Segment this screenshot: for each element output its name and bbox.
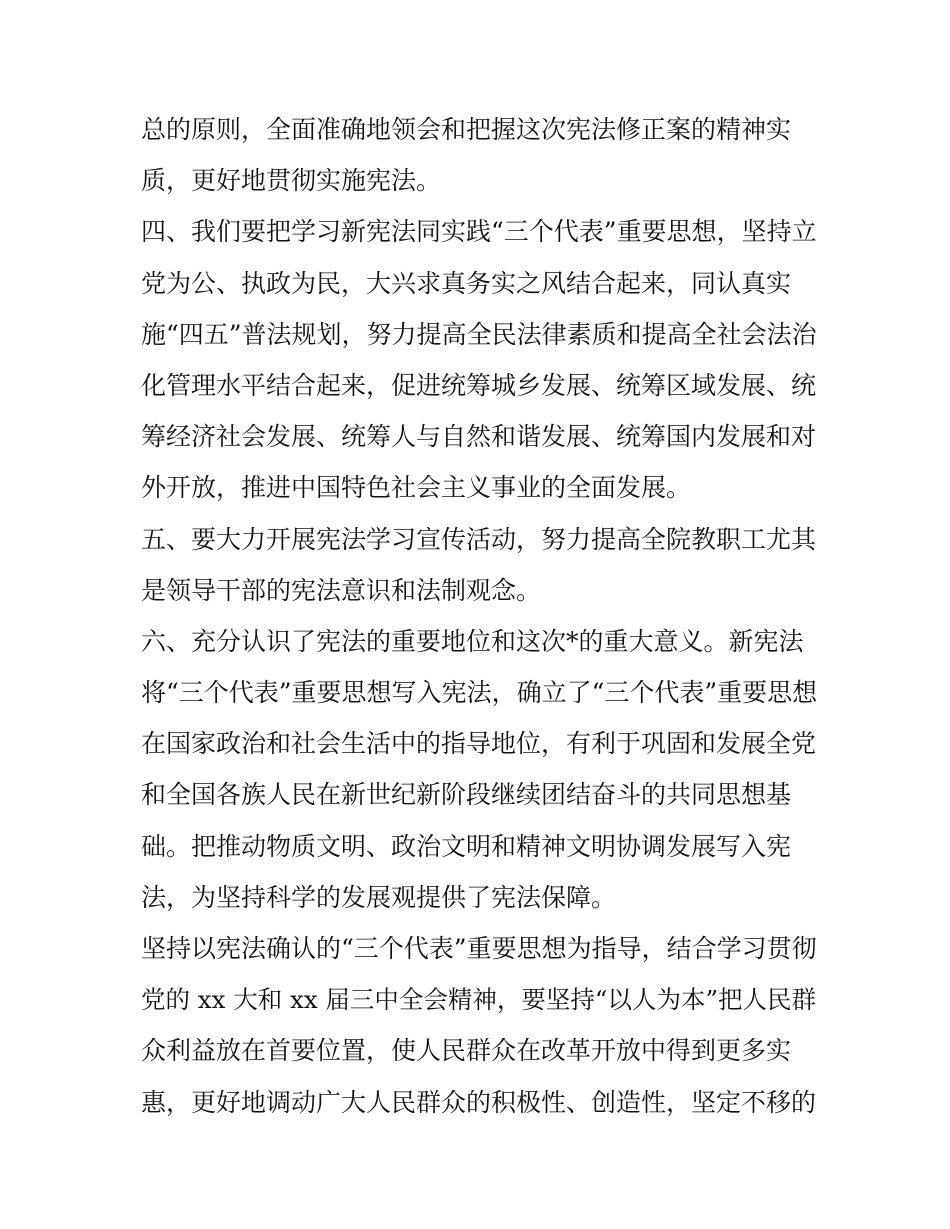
text-line: 化管理水平结合起来，促进统筹城乡发展、统筹区域发展、统 xyxy=(141,370,817,400)
text-line: 在国家政治和社会生活中的指导地位，有利于巩固和发展全党 xyxy=(141,729,817,759)
text-line: 党的 xx 大和 xx 届三中全会精神，要坚持“以人为本”把人民群 xyxy=(141,985,816,1015)
text-line: 施“四五”普法规划，努力提高全民法律素质和提高全社会法治 xyxy=(141,319,817,349)
text-line: 质，更好地贯彻实施宪法。 xyxy=(141,166,442,196)
text-line: 法，为坚持科学的发展观提供了宪法保障。 xyxy=(141,882,617,912)
text-line: 是领导干部的宪法意识和法制观念。 xyxy=(141,575,542,605)
text-line: 众利益放在首要位置，使人民群众在改革开放中得到更多实 xyxy=(141,1036,792,1066)
text-line: 外开放，推进中国特色社会主义事业的全面发展。 xyxy=(141,473,692,503)
text-line: 四、我们要把学习新宪法同实践“三个代表”重要思想，坚持立 xyxy=(141,217,817,247)
text-line: 将“三个代表”重要思想写入宪法，确立了“三个代表”重要思想 xyxy=(141,678,818,708)
text-line: 五、要大力开展宪法学习宣传活动，努力提高全院教职工尤其 xyxy=(141,524,817,554)
text-line: 础。把推动物质文明、政治文明和精神文明协调发展写入宪 xyxy=(141,831,792,861)
text-line: 坚持以宪法确认的“三个代表”重要思想为指导，结合学习贯彻 xyxy=(141,934,817,963)
text-line: 六、充分认识了宪法的重要地位和这次*的重大意义。新宪法 xyxy=(141,626,804,656)
text-line: 党为公、执政为民，大兴求真务实之风结合起来，同认真实 xyxy=(141,268,792,298)
text-line: 惠，更好地调动广大人民群众的积极性、创造性，坚定不移的 xyxy=(141,1087,817,1117)
text-line: 总的原则，全面准确地领会和把握这次宪法修正案的精神实 xyxy=(141,115,792,144)
text-line: 筹经济社会发展、统筹人与自然和谐发展、统筹国内发展和对 xyxy=(141,422,817,452)
document-body xyxy=(141,104,821,1128)
text-line: 和全国各族人民在新世纪新阶段继续团结奋斗的共同思想基 xyxy=(141,780,792,810)
